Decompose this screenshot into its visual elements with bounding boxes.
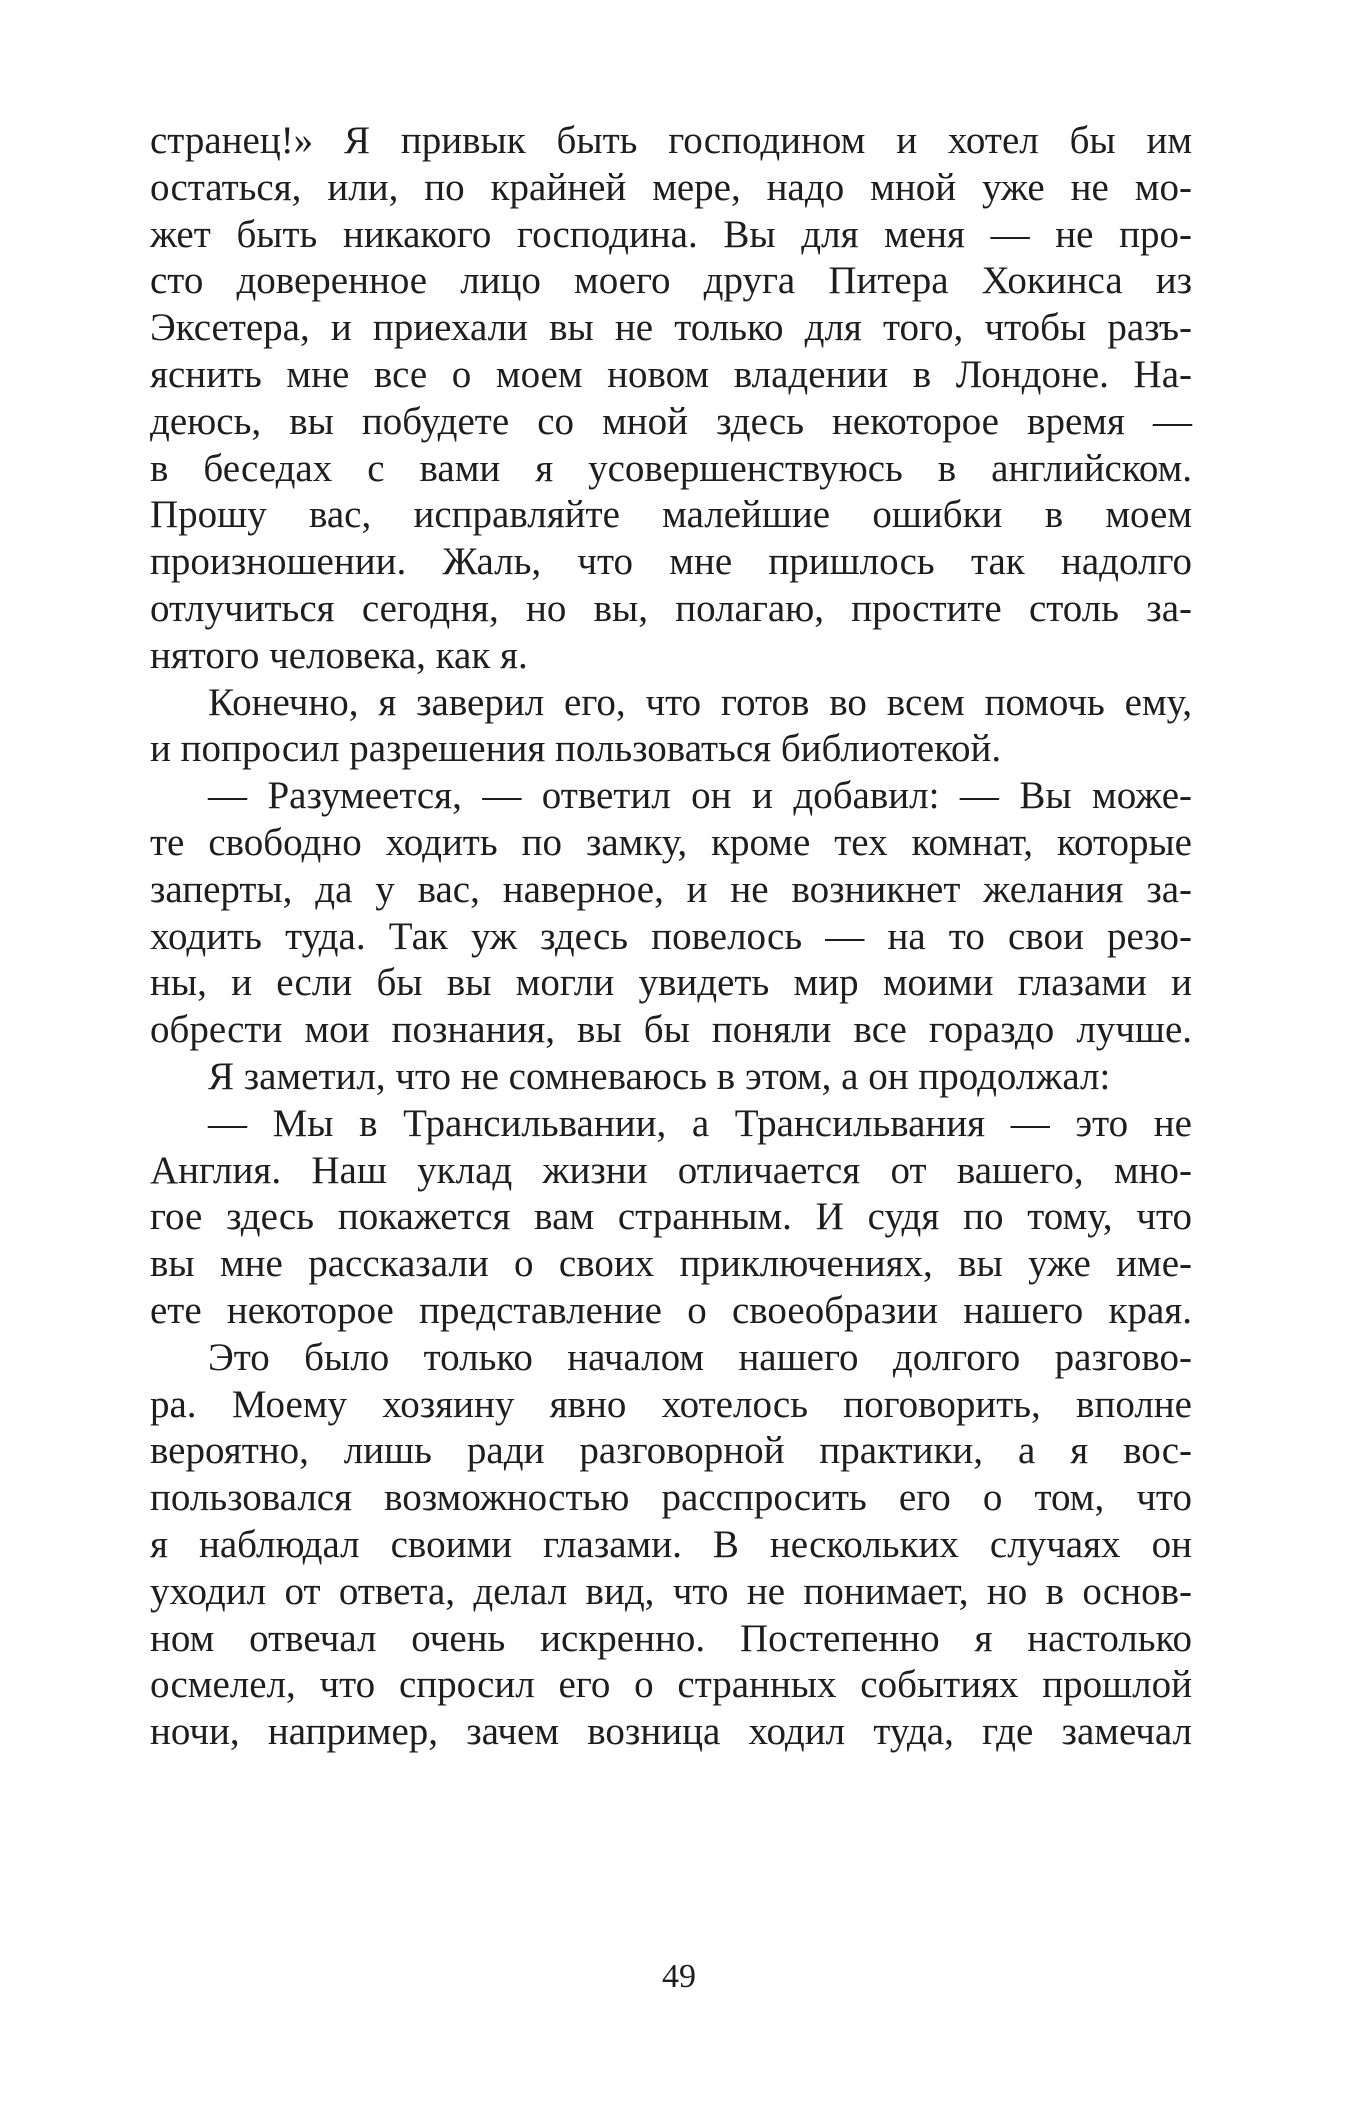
text-line: уходил от ответа, делал вид, что не понимает, но в основ- (150, 1569, 1192, 1613)
text-line: остаться, или, по крайней мере, надо мной уже не мо- (150, 165, 1192, 209)
text-line: ном отвечал очень искренно. Постепенно я настолько (150, 1616, 1193, 1660)
text-line: те свободно ходить по замку, кроме тех комнат, которые (150, 820, 1192, 864)
text-line: обрести мои познания, вы бы поняли все гораздо лучше. (150, 1008, 1193, 1052)
text-line: заперты, да у вас, наверное, и не возникнет желания за- (150, 867, 1193, 911)
text-line: гое здесь покажется вам странным. И судя по тому, что (150, 1195, 1192, 1239)
text-line: я наблюдал своими глазами. В нескольких случаях он (150, 1522, 1192, 1566)
text-line: и попросил разрешения пользоваться библиотекой. (150, 727, 1002, 771)
text-line: странец!» Я привык быть господином и хотел бы им (150, 119, 1193, 162)
paragraph (150, 1054, 1192, 1101)
text-line: Это было только началом нашего долгого разгово- (208, 1335, 1193, 1379)
text-line: ночи, например, зачем возница ходил туда, где замечал (150, 1710, 1193, 1754)
body-text (150, 118, 1192, 1756)
text-line: Я заметил, что не сомневаюсь в этом, а он продолжал: (208, 1054, 1111, 1098)
paragraph (150, 773, 1192, 1054)
page-number: 49 (662, 1958, 696, 1995)
text-line: — Мы в Трансильвании, а Трансильвания — это не (208, 1101, 1192, 1145)
paragraph (150, 680, 1192, 774)
text-line: — Разумеется, — ответил он и добавил: — Вы може- (208, 774, 1192, 818)
paragraph (150, 1335, 1192, 1756)
text-line: жет быть никакого господина. Вы для меня — не про- (150, 212, 1192, 256)
text-line: Англия. Наш уклад жизни отличается от вашего, мно- (150, 1148, 1192, 1192)
text-line: осмелел, что спросил его о странных событиях прошлой (150, 1663, 1193, 1707)
text-line: ходить туда. Так уж здесь повелось — на то свои резо- (150, 914, 1192, 958)
text-line: ны, и если бы вы могли увидеть мир моими глазами и (150, 961, 1192, 1005)
text-line: яснить мне все о моем новом владении в Лондоне. На- (150, 352, 1192, 396)
text-line: вы мне рассказали о своих приключениях, вы уже име- (150, 1242, 1193, 1286)
text-line: деюсь, вы побудете со мной здесь некоторое время — (150, 399, 1192, 443)
text-line: сто доверенное лицо моего друга Питера Хокинса из (150, 259, 1193, 303)
text-line: нятого человека, как я. (150, 633, 528, 677)
text-line: ра. Моему хозяину явно хотелось поговорить, вполне (150, 1382, 1192, 1426)
paragraph (150, 118, 1192, 680)
paragraph (150, 1101, 1192, 1335)
text-line: отлучиться сегодня, но вы, полагаю, простите столь за- (150, 586, 1192, 630)
text-line: произношении. Жаль, что мне пришлось так надолго (150, 540, 1192, 584)
text-line: Прошу вас, исправляйте малейшие ошибки в моем (150, 493, 1193, 537)
text-line: ете некоторое представление о своеобразии нашего края. (150, 1288, 1192, 1332)
text-line: пользовался возможностью расспросить его о том, что (150, 1476, 1192, 1520)
text-line: в беседах с вами я усовершенствуюсь в английском. (150, 446, 1193, 490)
text-line: Эксетера, и приехали вы не только для того, чтобы разъ- (150, 306, 1193, 350)
text-line: Конечно, я заверил его, что готов во всем помочь ему, (208, 680, 1192, 724)
text-line: вероятно, лишь ради разговорной практики, а я вос- (150, 1429, 1193, 1473)
